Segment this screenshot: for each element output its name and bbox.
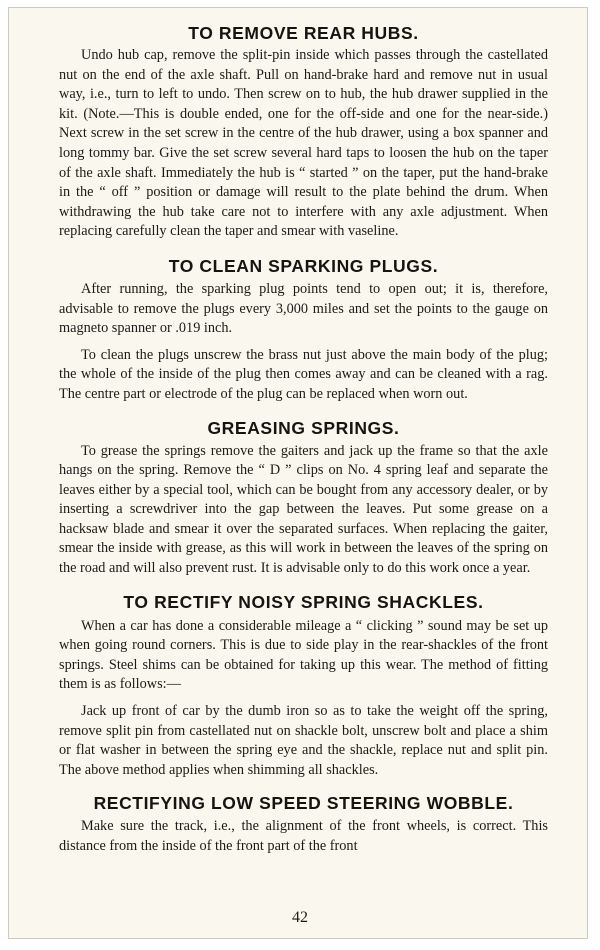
page-number: 42 [292, 909, 308, 926]
heading-remove-rear-hubs: TO REMOVE REAR HUBS. [188, 23, 419, 43]
section-greasing-springs [59, 417, 548, 579]
paragraph-spring-shackles-1: When a car has done a considerable mileage a “ clicking ” sound may be set up when going round corners. This is due to side play in the rear-shackles of the front springs. Steel shims can be obtained for taking up this wear. The method of fitting them is as follows:— [59, 617, 548, 693]
paragraph-greasing-springs: To grease the springs remove the gaiters and jack up the frame so that the axle hangs on the spring. Remove the “ D ” clips on No. 4 spring leaf and separate the leaves either by a special tool, which can be bought from any accessory dealer, or by inserting a screwdriver into the gap between the leaves. Put some grease on a hacksaw blade and smear it over the separated surfaces. When replacing the gaiter, smear the inside with grease, as this will work in between the leaves of the spring on the road and will also prevent rust. It is advisable only to do this work once a year. [59, 442, 548, 577]
paragraph-remove-rear-hubs: Undo hub cap, remove the split-pin inside which passes through the castellated nut on the end of the axle shaft. Pull on hand-brake hard and remove nut in usual way, i.e., turn to left to undo. Then screw on to hub, the hub drawer supplied in the kit. (Note.—This is double ended, one for the off-side and one for the near-side.) Next screw in the set screw in the centre of the hub drawer, using a box spanner and long tommy bar. Give the set screw several hard taps to loosen the hub on the taper of the axle shaft. Immediately the hub is “ started ” on the taper, put the hand-brake in the “ off ” position or damage will result to the plate behind the drum. When withdrawing the hub take care not to interfere with any axle adjustment. When replacing carefully clean the taper and smear with vaseline. [59, 47, 548, 240]
section-noisy-spring-shackles [59, 591, 548, 781]
paragraph-sparking-plugs-2: To clean the plugs unscrew the brass nut just above the main body of the plug; the whole of the inside of the plug then comes away and can be cleaned with a rag. The centre part or electrode of the plug can be replaced when worn out. [59, 346, 548, 402]
section-remove-rear-hubs [59, 22, 548, 242]
paragraph-spring-shackles-2: Jack up front of car by the dumb iron so as to take the weight off the spring, remove split pin from castellated nut on shackle bolt, unscrew bolt and place a shim or flat washer in between the spring eye and the shackle, replace nut and split pin. The above method applies when shimming all shackles. [59, 703, 548, 778]
paragraph-sparking-plugs-1: After running, the sparking plug points tend to open out; it is, therefore, advisable to remove the plugs every 3,000 miles and set the points to the gauge on magneto spanner or .019 inch. [59, 280, 548, 337]
heading-clean-sparking-plugs: TO CLEAN SPARKING PLUGS. [168, 255, 439, 276]
section-steering-wobble [59, 792, 548, 856]
section-clean-sparking-plugs [59, 255, 548, 405]
heading-noisy-spring-shackles: TO RECTIFY NOISY SPRING SHACKLES. [123, 591, 484, 612]
document-page [59, 22, 548, 857]
heading-steering-wobble: RECTIFYING LOW SPEED STEERING WOBBLE. [93, 793, 514, 814]
heading-greasing-springs: GREASING SPRINGS. [207, 417, 400, 438]
paragraph-steering-wobble: Make sure the track, i.e., the alignment of the front wheels, is correct. This distance from the inside of the front part of the front [59, 818, 548, 854]
